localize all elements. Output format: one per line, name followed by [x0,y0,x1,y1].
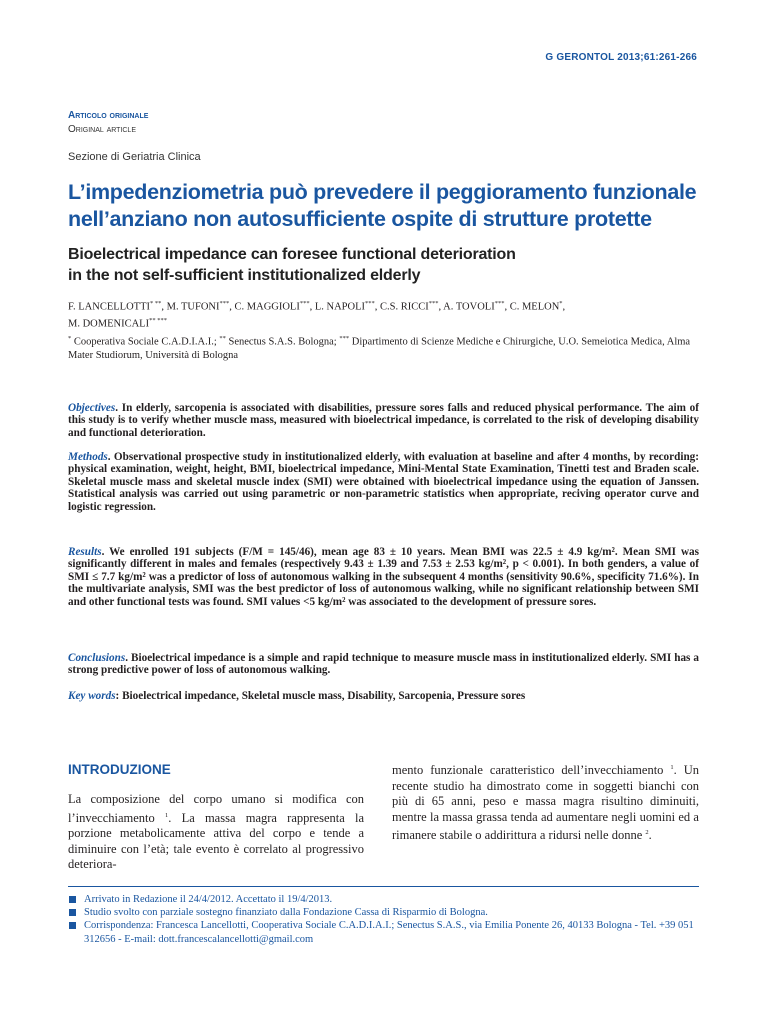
footnote-text: Studio svolto con parziale sostegno finanziato dalla Fondazione Cassa di Risparmio di Bologna. [84,907,488,919]
footnote-text: Corrispondenza: Francesca Lancellotti, Cooperativa Sociale C.A.D.I.A.I.; Senectus S.A.S., via Emilia Ponente 26, 40133 Bologna - Tel. +39 051 312656 - E-mail: dott.francescalancellotti@gmail.com [84,920,694,945]
article-type-english: Original article [68,124,136,135]
footnote-text: Arrivato in Redazione il 24/4/2012. Accettato il 19/4/2013. [84,894,333,905]
citation: 2 [645,829,649,837]
title-english-line-1: Bioelectrical impedance can foresee functional deterioration [68,246,516,263]
affiliation: Senectus S.A.S. Bologna; [228,336,337,348]
abstract-label: Conclusions [68,652,126,664]
author: F. LANCELLOTTI [68,301,150,313]
square-bullet-icon [69,896,76,903]
title-italian: L’impedenziometria può prevedere il peggioramento funzionale nell’anziano non autosufficiente ospite di strutture protette [68,180,697,231]
section-label: Sezione di Geriatria Clinica [68,151,201,163]
abstract-text: Observational prospective study in institutionalized elderly, with evaluation at baseline and after 4 months, by recording: physical examination, weight, height, BMI, bioelectrical impedance, Mini-Mental State Examination, Tinetti test and Braden scale. Skeletal muscle mass and skeletal muscle index (SMI) were obtained with bioelectrical impedance using the equation of Janssen. Statistical analysis was carried out using parametric or non-parametric statistics when appropriate, reciving operator curve and logistic regression. [68,451,699,513]
author: C.S. RICCI [380,301,429,313]
abstract-keywords: Key words: Bioelectrical impedance, Skeletal muscle mass, Disability, Sarcopenia, Pressure sores [68,690,526,702]
abstract-label: Methods [68,451,108,463]
square-bullet-icon [69,909,76,916]
abstract-text: Bioelectrical impedance, Skeletal muscle mass, Disability, Sarcopenia, Pressure sores [122,690,526,702]
citation: 1 [670,764,674,771]
citation: 1 [164,811,169,819]
abstract-text: We enrolled 191 subjects (F/M = 145/46), mean age 83 ± 10 years. Mean BMI was 22.5 ± 4.9 kg/m². Mean SMI was significantly different in males and females (respectively 9.43 ± 1.39 and 7.53 ± 2.53 kg/m², p < 0.001). In both genders, a value of SMI ≤ 7.7 kg/m² was a predictor of loss of autonomous walking in the subsequent 4 months (sensitivity 90.6%, specificity 71.6%). In the multivariate analysis, SMI was the best predictor of loss of autonomous walking, while no significant relationship between SMI and other functional tests was found. SMI values <5 kg/m² was associated to the development of pressure sores. [68,546,699,608]
footnote [68,906,708,919]
abstract-methods: Methods. Observational prospective study in institutionalized elderly, with evaluation at baseline and after 4 months, by recording: physical examination, weight, height, BMI, bioelectrical impedance, Mini-Mental State Examination, Tinetti test and Braden scale. Skeletal muscle mass and skeletal muscle index (SMI) were obtained with bioelectrical impedance using the equation of Janssen. Statistical analysis was carried out using parametric or non-parametric statistics when appropriate, reciving operator curve and logistic regression. [68,451,699,513]
title-english-line-2: in the not self-sufficient institutionalized elderly [68,267,421,284]
abstract-label: Results [68,546,102,558]
intro-column-1 [68,792,364,873]
affiliations [68,332,708,362]
affiliation-sup: * [68,335,72,342]
author-sup: *** [365,300,375,307]
abstract-text: In elderly, sarcopenia is associated with disabilities, pressure sores falls and reduced physical performance. The aim of this study is to verify whether muscle mass, measured with bioelectrical impedance, is correlated to the risk of developing disability and functional deterioration. [68,402,699,439]
square-bullet-icon [69,922,76,929]
abstract-text: Bioelectrical impedance is a simple and rapid technique to measure muscle mass in institutionalized elderly. SMI has a strong predictive power of loss of autonomous walking. [68,652,700,677]
article-type-italian: Articolo originale [68,110,149,121]
author-sup: ** *** [149,316,167,324]
section-heading: INTRODUZIONE [68,762,171,777]
affiliation: Dipartimento di Scienze Mediche e Chirurgiche, U.O. Semeiotica Medica, Alma Mater Studiorum, Università di Bologna [68,336,691,361]
author-sup: * ** [149,300,162,307]
footnote [68,919,708,945]
title-english [68,244,708,286]
journal-reference: G GERONTOL 2013;61:261-266 [545,52,697,63]
affiliation-sup: *** [339,335,350,342]
body-text: . Un recente studio ha dimostrato come in soggetti bianchi con più di 65 anni, peso e massa magra risultino diminuiti, mentre la massa grassa tenda ad aumentare negli uomini ed a rimanere stabile o addirittura a ridursi nelle donne [392,763,699,843]
body-text: La composizione del corpo umano si modifica con l’invecchiamento [68,792,364,825]
author-sup: * [559,300,563,307]
intro-column-2 [392,760,699,844]
body-text: . [648,828,652,843]
author-sup: *** [494,300,505,307]
abstract-objectives: Objectives. In elderly, sarcopenia is associated with disabilities, pressure sores falls and reduced physical performance. The aim of this study is to verify whether muscle mass, measured with bioelectrical impedance, is correlated to the risk of developing disability and functional deterioration. [68,402,699,439]
author-list: F. LANCELLOTTI* **, M. TUFONI***, C. MAGGIOLI***, L. NAPOLI***, C.S. RICCI***, A. TOVOLI***, C. MELON*, M. DOMENICALI** *** [68,300,566,329]
author: C. MAGGIOLI [234,301,300,313]
author-sup: *** [299,300,310,307]
affiliation: Cooperativa Sociale C.A.D.I.A.I.; [73,336,217,348]
body-text: mento funzionale caratteristico dell’invecchiamento [392,763,671,778]
body-text: . La massa magra rappresenta la porzione metabolicamente attiva del corpo e tende a diminuire con l’età; tale evento è correlato al progressivo deteriora- [68,810,364,872]
author: M. DOMENICALI [68,318,150,329]
affiliation-sup: ** [219,335,226,342]
author: L. NAPOLI [314,301,366,313]
abstract-label: Objectives [68,402,116,414]
abstract-results: Results. We enrolled 191 subjects (F/M = 145/46), mean age 83 ± 10 years. Mean BMI was 22.5 ± 4.9 kg/m². Mean SMI was significantly different in males and females (respectively 9.43 ± 1.39 and 7.53 ± 2.53 kg/m², p < 0.001). In both genders, a value of SMI ≤ 7.7 kg/m² was a predictor of loss of autonomous walking in the subsequent 4 months (sensitivity 90.6%, specificity 71.6%). In the multivariate analysis, SMI was the best predictor of loss of autonomous walking, while no significant relationship between SMI and other functional tests was found. SMI values <5 kg/m² was associated to the development of pressure sores. [68,546,699,608]
author: M. TUFONI [166,301,220,313]
footnotes [68,893,708,946]
author: A. TOVOLI [443,301,495,313]
author-sup: *** [428,300,439,307]
footnote-divider [68,886,699,887]
abstract-conclusions: Conclusions. Bioelectrical impedance is a simple and rapid technique to measure muscle mass in institutionalized elderly. SMI has a strong predictive power of loss of autonomous walking. [68,652,700,677]
footnote [68,893,708,906]
abstract-label: Key words [68,690,116,702]
author-sup: *** [219,300,230,307]
author: C. MELON [509,301,560,313]
